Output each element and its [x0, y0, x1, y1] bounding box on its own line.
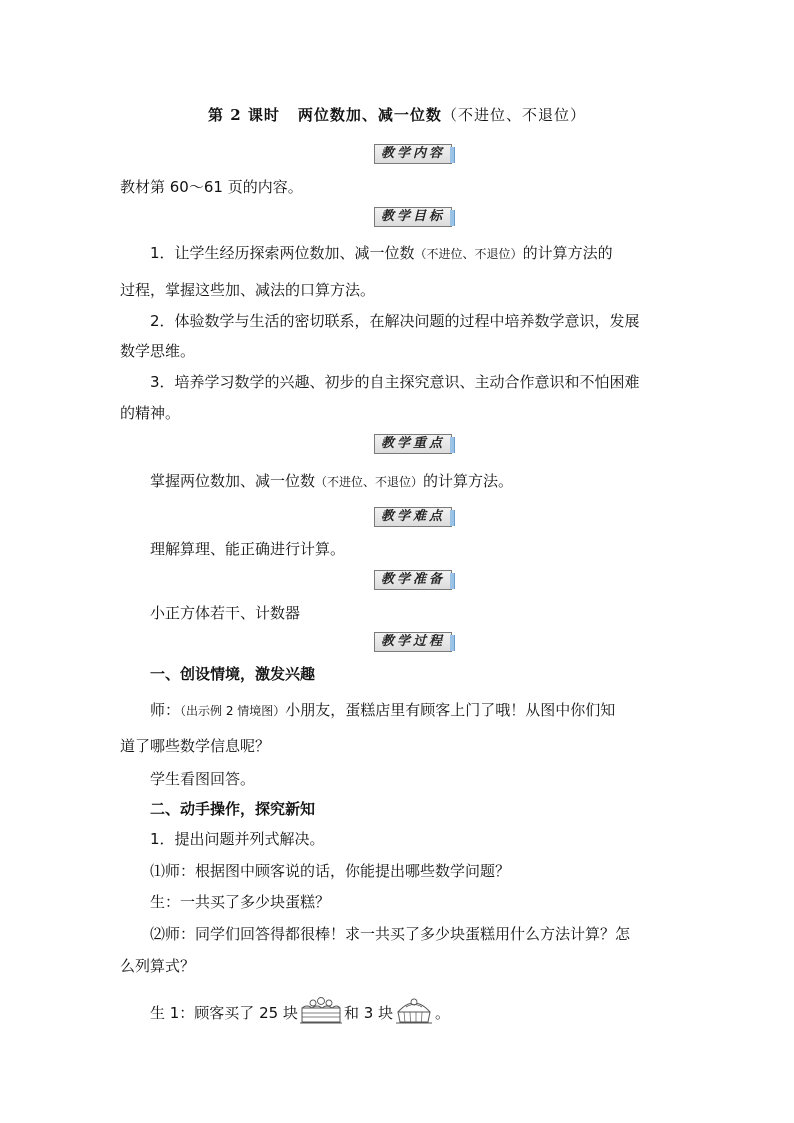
content-text: 教材第 60～61 页的内容。: [120, 178, 303, 196]
goal-3-line-1: 3．培养学习数学的兴趣、初步的自主探究意识、主动合作意识和不怕困难: [150, 373, 640, 391]
goal-2-line-2: 数学思维。: [120, 342, 196, 360]
goal-2-line-1: 2．体验数学与生活的密切联系，在解决问题的过程中培养数学意识，发展: [150, 312, 640, 330]
process-paragraph-6-line-2: 么列算式？: [120, 957, 196, 975]
lesson-title: [0, 104, 794, 125]
lesson-number: 第 2 课时: [208, 106, 280, 124]
goal-1-line-1: 1．让学生经历探索两位数加、减一位数（不进位、不退位）的计算方法的: [150, 244, 613, 262]
difficulty-text: 理解算理、能正确进行计算。: [150, 540, 346, 558]
process-paragraph-3: 1．提出问题并列式解决。: [150, 830, 325, 848]
process-paragraph-1-line-1: 师：（出示例 2 情境图）小朋友，蛋糕店里有顾客上门了哦！从图中你们知: [150, 701, 616, 719]
process-paragraph-7: 生 1：顾客买了 25 块 和 3 块 。: [150, 996, 450, 1031]
section-badge-key: 教学重点: [374, 434, 452, 454]
goal-3-line-2: 的精神。: [120, 404, 181, 422]
process-paragraph-6-line-1: ⑵师：同学们回答得都很棒！求一共买了多少块蛋糕用什么方法计算？怎: [150, 925, 631, 943]
section-badge-process: 教学过程: [374, 632, 452, 652]
preparation-text: 小正方体若干、计数器: [150, 604, 301, 622]
process-heading-2: 二、动手操作，探究新知: [150, 800, 316, 818]
lesson-note: （不进位、不退位）: [441, 106, 586, 124]
section-badge-difficulty: 教学难点: [374, 507, 452, 527]
layer-cake-icon: [299, 996, 343, 1031]
section-badge-preparation: 教学准备: [374, 570, 452, 590]
section-badge-content: 教学内容: [374, 144, 452, 164]
process-paragraph-1-line-2: 道了哪些数学信息呢？: [120, 737, 271, 755]
goal-1-line-2: 过程，掌握这些加、减法的口算方法。: [120, 281, 376, 299]
round-cake-icon: [394, 996, 434, 1031]
key-text: 掌握两位数加、减一位数（不进位、不退位）的计算方法。: [150, 472, 514, 490]
process-paragraph-4: ⑴师：根据图中顾客说的话，你能提出哪些数学问题？: [150, 862, 511, 880]
process-heading-1: 一、创设情境，激发兴趣: [150, 665, 316, 683]
process-paragraph-5: 生：一共买了多少块蛋糕？: [150, 893, 331, 911]
process-paragraph-2: 学生看图回答。: [150, 770, 256, 788]
section-badge-goals: 教学目标: [374, 207, 452, 227]
lesson-topic: 两位数加、减一位数: [297, 106, 442, 124]
